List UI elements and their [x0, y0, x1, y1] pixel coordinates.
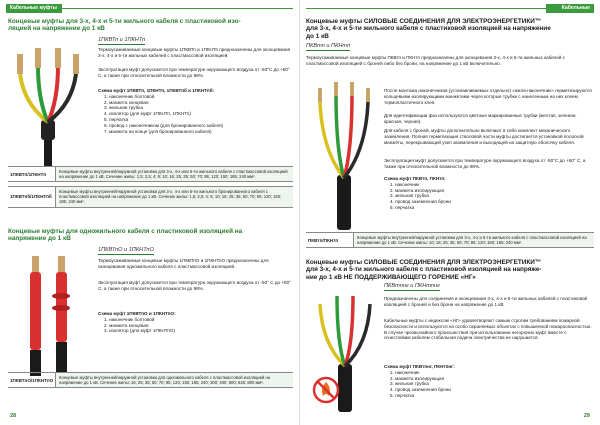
- paragraph: Эксплуатация муфт допускается при температуре окружающего воздуха от -50° С до +50° С, а также при относительной влажности до 98%.: [98, 280, 291, 291]
- list-item: 3. жильная трубка: [390, 193, 429, 199]
- ng-termination-illustration: [308, 290, 382, 412]
- paragraph: Предназначены для соединения и оконцевания 3-х, 4-х и 5-ти жильных кабелей с пластиковой изоляцией с броней и без брони на напряжение до 1 кВ.: [384, 296, 588, 307]
- list-title: Схема муфт 1ПКВТпО и 1ПКНТпО:: [98, 311, 176, 316]
- termination-illustration: [8, 46, 94, 166]
- section-4-title: [306, 259, 594, 281]
- title-line: ляцией на напряжение до 1 кВ: [8, 25, 105, 33]
- spec-row: [306, 232, 594, 248]
- title-line: для 3-х, 4-х и 5-ти жильного кабеля с пластиковой изоляцией на напряже-: [306, 266, 542, 274]
- list-item: 3. изолятор (для муфт 1ПКНТпО): [104, 328, 176, 334]
- section-2-title: [8, 228, 293, 243]
- spec-code: ПКВтп/ПКНтп: [306, 233, 354, 247]
- right-page: [300, 0, 600, 425]
- spec-row: [8, 372, 293, 388]
- section-3-subtitle: ПКВтп и ПКНтп: [306, 43, 351, 49]
- section-4-subtitle: ПКВтпнг и ПКНтпнг: [384, 283, 440, 289]
- scheme-list: [98, 311, 294, 334]
- title-line: Концевые муфты для 3-х, 4-х и 5-ти жильного кабеля с пластиковой изо-: [8, 18, 241, 25]
- cable-body: [318, 82, 370, 230]
- spec-desc: Концевые муфты внутренней/наружной установки для одножильного кабеля с пластмассовой изоляцией на напряжение до 1 кВ. Сечение жилы: 16; 25; 35; 50; 70; 95; 120; 150; 185; 240; 300; 400; 500; 625; 800 мм².: [56, 373, 293, 387]
- list-item: 2. манжета изолирующая: [390, 375, 445, 381]
- cable-body: [30, 256, 70, 376]
- no-fire-icon: [314, 378, 338, 402]
- list-title: Схема муфт ПКВтп, ПКНтп:: [384, 176, 446, 181]
- list-item: 4. провод заземления брони: [390, 387, 451, 393]
- section-2-subtitle: 1ПКВТпО и 1ПКНТпО: [98, 247, 154, 253]
- title-line: ние до 1 кВ НЕ ПОДДЕРЖИВАЮЩЕГО ГОРЕНИЕ «НГ»: [306, 273, 476, 281]
- title-line: для 3-х, 4-х и 5-ти жильного кабеля с пластиковой изоляцией на напряжение: [306, 25, 551, 33]
- list-item: 5. перчатка: [390, 204, 415, 210]
- header-rule: [62, 8, 293, 9]
- paragraph: Эксплуатация муфт допускается при температуре окружающего воздуха от -50°С до +50° С, а также при относительной влажности до 98%.: [98, 67, 290, 78]
- section-1-title: [8, 18, 293, 33]
- paragraph: Эксплуатация муфт допускается при температуре окружающего воздуха от -50°С до +50° С, а также при относительной влажности до 98%.: [384, 158, 586, 169]
- spec-row: [8, 166, 293, 182]
- termination-illustration: [308, 80, 380, 230]
- paragraph: Для идентификации фаз используются цветные маркированные трубки (желтая, зеленая, красная, черная).: [384, 113, 577, 124]
- spec-code: 1ПКВТп/1ПКНТп: [8, 167, 56, 181]
- list-item: 2. манжета концевая: [104, 99, 149, 105]
- section-header-right: Кабельные муфты: [546, 4, 594, 13]
- list-item: 2. манжета концевая: [104, 322, 149, 328]
- spec-row: [8, 186, 293, 208]
- spec-code: 1ПКВТпб/1ПКНТпб: [8, 187, 56, 207]
- list-item: 1. наконечник болтовой: [104, 93, 155, 99]
- paragraph: Для кабеля с броней, муфты дополнительно включают в себя комплект механического заземления. Полная герметизация стволовой части муфты достигается установкой полоской манжеты, перекрывающей узел заземления и выходящей на защитную оболочку кабеля.: [384, 128, 584, 145]
- list-item: 4. провод заземления брони: [390, 199, 451, 205]
- list-item: 5. перчатка: [390, 392, 415, 398]
- title-line: Концевые муфты для одножильного кабеля с пластиковой изоляцией на: [8, 228, 243, 235]
- paragraph: После монтажа наконечников (устанавливаемых отдельно) «жила-наконечник» герметизируются кольцевыми изолирующими манжетами через которые трубки с нанесенным на них клеем термопластичного клея.: [384, 88, 592, 105]
- section-header-left: Кабельные муфты: [6, 4, 62, 13]
- scheme-list: [384, 364, 594, 399]
- list-item: 1. наконечник: [390, 181, 420, 187]
- list-item: 3. жильная трубка: [104, 105, 143, 111]
- list-title: Схема муфт 1ПКВТп, 1ПКНТп, 1ПКВТпб и 1ПКНТпб:: [98, 88, 215, 93]
- single-core-illustration: [18, 256, 82, 376]
- list-item: 5. перчатка: [104, 116, 129, 122]
- paragraph: Кабельные муфты с индексом «НГ» удовлетворяют самым строгим требованиям пожарной безопасности и используются на особо охраняемых объектах с повышенной пожароопасностью. В случае чрезвычайного происшествия при использовании негорючих муфт вместе с огнестойким кабелем стабильная подача электричества не нарушается.: [384, 318, 592, 341]
- section-1-subtitle: 1ПКВТп и 1ПКНТп: [98, 37, 146, 43]
- section-3-title: [306, 18, 594, 40]
- cable-body: [17, 48, 79, 166]
- spec-desc: Концевые муфты внутренней/наружной установки для 3-х, 4-х и 5-ти жильного кабеля с пластмассовой изоляцией на напряжение до 1 кВ. Сечение жилы: 10; 16; 25; 35; 50; 70; 95; 120; 150; 185; 240 мм².: [354, 233, 594, 247]
- list-title: Схема муфт ПКВтпнг, ПКНтпнг:: [384, 364, 455, 369]
- list-item: 4. изолятор (для муфт 1ПКНТп, 1ПКНТп): [104, 111, 191, 117]
- title-line: напряжение до 1 кВ: [8, 235, 71, 243]
- scheme-list: [98, 88, 294, 134]
- page-number: 28: [10, 413, 17, 419]
- list-item: 1. наконечник болтовой: [104, 316, 155, 322]
- list-item: 1. наконечник: [390, 369, 420, 375]
- list-item: 3. жильная трубка: [390, 381, 429, 387]
- spec-desc: Концевые муфты внутренней/наружной установки для 3-х, 4-х или 5-ти жильного бронированного кабеля с пластмассовой изоляцией на напряжение до 1 кВ. Сечение жилы: 1,5; 2,5; 4; 6; 10; 16; 25; 35; 50; 70; 95; 120; 150; 185; 240 мм².: [56, 187, 293, 207]
- title-line: до 1 кВ: [306, 32, 329, 40]
- spec-code: 1ПКВТпО/1ПКНТпО: [8, 373, 56, 387]
- header-rule: [306, 8, 546, 9]
- list-item: 6. провод с наконечником (для бронированного кабеля): [104, 122, 224, 128]
- title-line: Концевые муфты СИЛОВЫЕ СОЕДИНЕНИЯ ДЛЯ ЭЛЕКТРОЭНЕРГЕТИКИ™: [306, 18, 542, 25]
- scheme-list: [384, 176, 594, 211]
- paragraph: Термоусаживаемые концевые муфты 1ПКВТп и 1ПКНТп предназначены для оконцевания 3-х, 4-х и 5-ти жильных кабелей с пластмассовой изоляцией.: [98, 47, 291, 58]
- list-item: 7. манжета на конце (для бронированного кабеля): [104, 128, 212, 134]
- paragraph: Термоусаживаемые концевые муфты 1ПКВТпО и 1ПКНТпО предназначены для оконцевания одножильного кабеля с пластмассовой изоляцией.: [98, 258, 269, 269]
- list-item: 2. манжета изолирующая: [390, 187, 445, 193]
- page-number: 29: [583, 413, 590, 419]
- paragraph: Термоусаживаемые концевые муфты ПКВтп и ПКНтп предназначены для оконцевания 3-х, 4-х и 5-ти жильных кабелей с пластмассовой изоляцией с броней либо без брони, на напряжение до 1 кВ включительно.: [306, 55, 566, 66]
- title-line: Концевые муфты СИЛОВЫЕ СОЕДИНЕНИЯ ДЛЯ ЭЛЕКТРОЭНЕРГЕТИКИ™: [306, 259, 542, 266]
- spec-desc: Концевые муфты внутренней/наружной установки для 3-х, 4-х или 5-ти жильного кабеля с пластмассовой изоляцией на напряжение до 1 кВ. Сечение жилы: 1,5; 2,5; 4; 6; 10; 16; 25; 35; 50; 70; 95; 120; 150; 185; 240 мм².: [56, 167, 293, 181]
